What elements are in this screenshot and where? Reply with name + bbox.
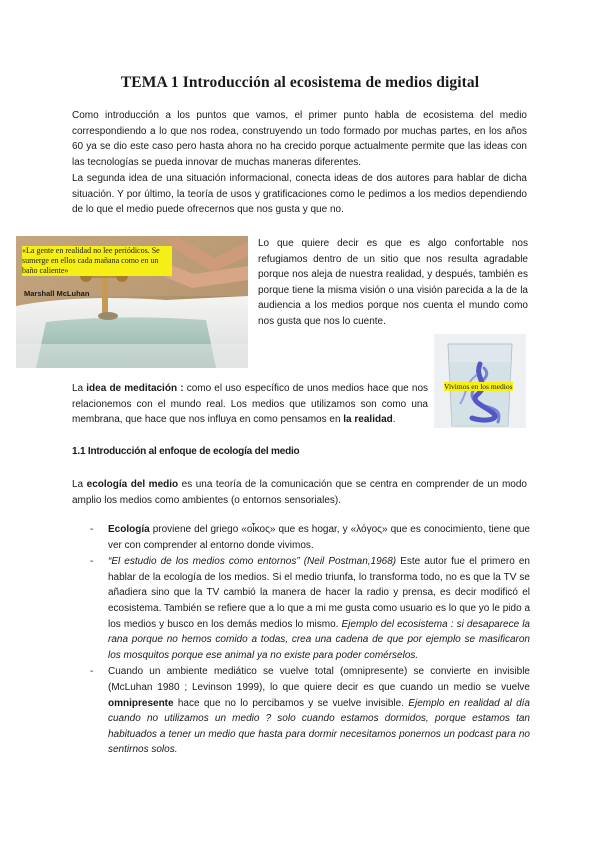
meditation-term-reality: la realidad bbox=[343, 414, 393, 426]
bullet-term: Ecología bbox=[108, 524, 150, 535]
meditation-text: como el uso específico de unos medios hace que nos relacionemos con el mundo real. Los medios que utilizamos son como una membrana, que hace que nos influya en como pensamos en bbox=[72, 383, 428, 426]
ecology-term: ecología del medio bbox=[86, 479, 179, 490]
bullet-text: proviene del griego «οἶκος» que es hogar, y «λόγος» que es conocimiento, tiene que ver con comprender al entorno donde vivimos. bbox=[108, 524, 530, 551]
bullet-text: Cuando un ambiente mediático se vuelve total (omnipresente) se convierte en invisible (McLuhan 1980 ; Levinson 1999), lo que quiere decir es que cuando un medio se vuelve bbox=[108, 666, 530, 693]
bullet-text-continued: hace que no lo percibamos y se vuelve invisible. bbox=[173, 697, 409, 709]
bathtub-quote: «La gente en realidad no lee periódicos. Se sumerge en ellos cada mañana como en un baño caliente» bbox=[22, 246, 172, 276]
bullet-example: Ejemplo en realidad al día cuando no utilizamos un medio ? solo cuando estamos dormidos, porque estamos tan habituados a tener un medio que hasta para dormir necesitamos ponernos un podcast para no sentirnos solos. bbox=[108, 697, 530, 756]
glass-illustration bbox=[434, 334, 526, 428]
meditation-paragraph bbox=[72, 381, 428, 428]
bathtub-image bbox=[16, 236, 248, 368]
page-title: TEMA 1 Introducción al ecosistema de medios digital bbox=[120, 74, 480, 91]
glass-ink-image bbox=[434, 334, 526, 428]
meditation-prefix: La bbox=[72, 383, 87, 394]
bullet-marker: - bbox=[90, 524, 94, 535]
side-paragraph: Lo que quiere decir es que es algo confortable nos refugiamos dentro de un sitio que nos resulta agradable porque nos aleja de nuestra realidad, y después, también es porque tiene la misma visión o una visión parecida a la de la audiencia a los medios porque nos cuenta el mundo como nos gusta que nos lo cuente. bbox=[258, 238, 528, 327]
bullet-quote: “El estudio de los medios como entornos” (Neil Postman,1968) bbox=[108, 556, 397, 568]
meditation-term: idea de meditación : bbox=[86, 383, 184, 394]
bullet-marker: - bbox=[90, 556, 94, 568]
list-item bbox=[90, 554, 530, 663]
meditation-end: . bbox=[392, 414, 396, 426]
bullet-marker: - bbox=[90, 666, 94, 678]
glass-caption: Vivimos en los medios bbox=[444, 382, 513, 391]
list-item bbox=[90, 664, 530, 758]
ecology-prefix: La bbox=[72, 479, 87, 490]
section-heading: 1.1 Introducción al enfoque de ecología del medio bbox=[72, 446, 300, 457]
bullet-list bbox=[90, 522, 530, 759]
ecology-text: es una teoría de la comunicación que se centra en comprender de un modo amplio los medios como ambientes (o entornos sensoriales). bbox=[72, 479, 527, 506]
list-item bbox=[90, 522, 530, 553]
bathtub-quote-author: Marshall McLuhan bbox=[24, 289, 90, 298]
bullet-example: Ejemplo del ecosistema : si desaparece la rana porque no hemos comido a todas, crea una cadena de que por ejemplo se masificaron los mosquitos porque ese animal ya no existe para poder comérselos. bbox=[108, 618, 530, 661]
intro-paragraph-1: Como introducción a los puntos que vamos, el primer punto habla de ecosistema del medio correspondiendo a lo que nos rodea, construyendo un todo formado por muchas partes, en los años 60 ya se dio este caso pero hasta ahora no ha crecido porque actualmente permite que las ideas con las tecnologías se pueda innovar de muchas maneras diferentes. bbox=[72, 110, 527, 168]
bullet-term: omnipresente bbox=[108, 697, 174, 709]
ecology-paragraph bbox=[72, 477, 527, 508]
bullet-text: Este autor fue el primero en hablar de la ecología de los medios. Si el medio triunfa, lo transforma todo, no es que la TV se añadiera sino que la TV cambió la manera de hacer la radio y prensa, es decir modificó el ecosistema. También se refiere que a lo que a mi me gusta como usuario es lo que yo le pido a los medios y busco en los demás medios lo mismo. bbox=[108, 556, 530, 630]
intro-paragraph-2: La segunda idea de una situación informacional, conecta ideas de dos autores para hablar de dicha situación. Y por último, la teoría de usos y gratificaciones como le pedimos a los medios dependiendo de lo que el medio puede ofrecernos que nos gusta y que no. bbox=[72, 173, 527, 216]
